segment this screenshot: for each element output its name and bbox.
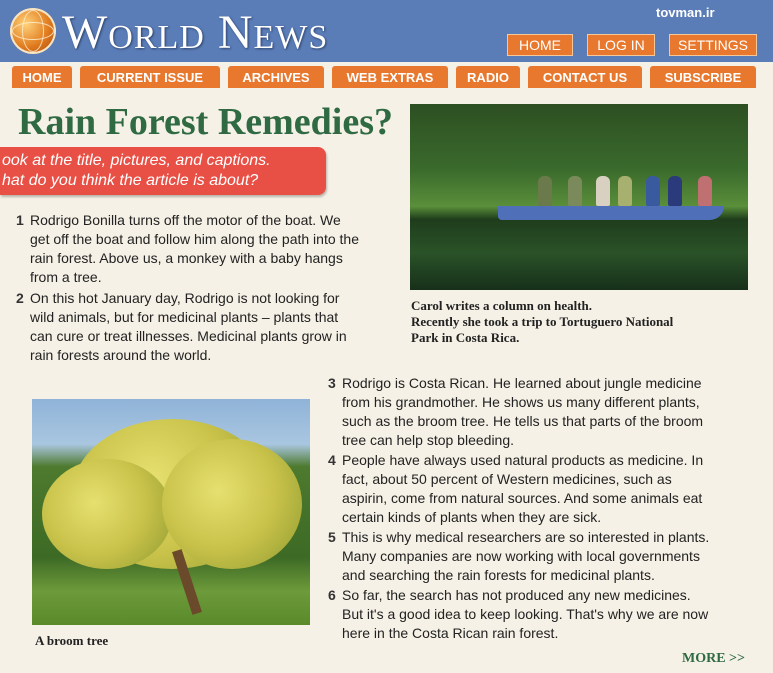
tab-archives[interactable]: ARCHIVES [228,66,324,88]
tree-photo-caption: A broom tree [35,633,109,648]
tab-radio[interactable]: RADIO [456,66,520,88]
banner-line: ook at the title, pictures, and captions. [2,152,271,169]
tab-web-extras[interactable]: WEB EXTRAS [332,66,448,88]
settings-button[interactable]: SETTINGS [669,34,757,56]
paragraph-4 [328,451,762,527]
broom-tree-photo [32,399,310,625]
boat-photo [410,104,748,290]
paragraph-line: and searching the rain forests for medicinal plants. [342,567,655,583]
globe-logo-icon [10,8,56,54]
caption-line: Park in Costa Rica. [411,330,520,345]
tab-contact-us[interactable]: CONTACT US [528,66,642,88]
paragraph-line: tree can help stop bleeding. [342,432,515,448]
caption-line: Carol writes a column on health. [411,298,593,313]
login-button[interactable]: LOG IN [587,34,655,56]
site-logo: World News [62,6,329,59]
paragraph-line: Rodrigo Bonilla turns off the motor of the boat. We [30,212,341,228]
paragraph-line: certain kinds of plants when they are sick. [342,509,602,525]
paragraph-line: wild animals, but for medicinal plants – plants that [30,309,339,325]
banner-line: hat do you think the article is about? [2,172,259,189]
boat-photo-caption [411,298,673,346]
home-button[interactable]: HOME [507,34,573,56]
paragraph-line: Many companies are now working with local governments [342,548,700,564]
paragraph-line: But it's a good idea to keep looking. That's why we are now [342,606,709,622]
paragraph-line: from a tree. [30,269,102,285]
paragraph-3 [328,374,762,450]
paragraph-number: 2 [16,290,24,306]
paragraph-line: People have always used natural products as medicine. In [342,452,704,468]
paragraph-line: rain forests around the world. [30,347,212,363]
paragraph-5 [328,528,762,585]
instruction-banner [0,147,326,195]
paragraph-line: can cure or treat illnesses. Medicinal plants grow in [30,328,347,344]
tab-current-issue[interactable]: CURRENT ISSUE [80,66,220,88]
paragraph-line: So far, the search has not produced any new medicines. [342,587,691,603]
paragraph-line: from his grandmother. He shows us many different plants, [342,394,700,410]
tab-subscribe[interactable]: SUBSCRIBE [650,66,756,88]
paragraph-line: aspirin, come from natural sources. And some animals eat [342,490,703,506]
paragraph-line: get off the boat and follow him along the path into the [30,231,359,247]
paragraph-6 [328,586,762,643]
boat-shape [498,206,724,220]
more-link[interactable]: MORE >> [682,651,746,666]
paragraph-2 [16,289,400,365]
paragraph-number: 1 [16,212,24,228]
caption-line: Recently she took a trip to Tortuguero National [411,314,674,329]
paragraph-number: 3 [328,375,336,391]
paragraph-1 [16,211,400,287]
site-watermark: tovman.ir [656,5,715,20]
paragraph-number: 6 [328,587,336,603]
main-nav [0,66,773,88]
paragraph-line: This is why medical researchers are so interested in plants. [342,529,710,545]
paragraph-line: fact, about 50 percent of Western medicines, such as [342,471,672,487]
paragraph-line: here in the Costa Rican rain forest. [342,625,559,641]
paragraph-number: 5 [328,529,336,545]
paragraph-line: On this hot January day, Rodrigo is not looking for [30,290,340,306]
article-title: Rain Forest Remedies? [18,101,394,143]
paragraph-line: such as the broom tree. He tells us that parts of the broom [342,413,704,429]
paragraph-line: Rodrigo is Costa Rican. He learned about jungle medicine [342,375,702,391]
site-header [0,0,773,62]
tab-home[interactable]: HOME [12,66,72,88]
paragraph-line: rain forest. Above us, a monkey with a baby hangs [30,250,343,266]
paragraph-number: 4 [328,452,336,468]
